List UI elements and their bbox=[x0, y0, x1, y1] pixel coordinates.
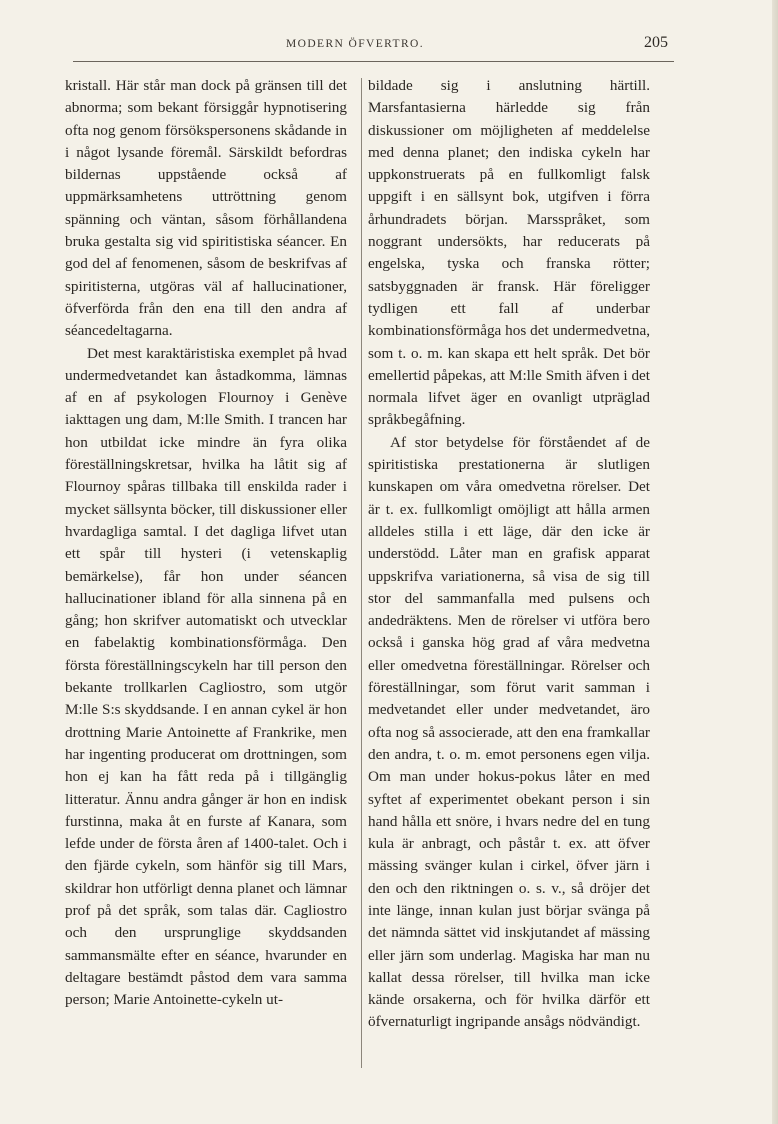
page-number: 205 bbox=[644, 34, 668, 51]
running-title: MODERN ÖFVERTRO. bbox=[286, 38, 424, 50]
left-column bbox=[65, 75, 347, 1011]
header-rule bbox=[73, 61, 674, 62]
right-column bbox=[368, 75, 650, 1034]
page-edge-shadow bbox=[772, 0, 778, 1124]
column-divider bbox=[361, 78, 362, 1068]
right-paragraph-1: bildade sig i anslutning härtill. Marsfantasierna härledde sig från diskussioner om möjligheten af meddelelse med denna planet; den indiska cykeln har uppkonstruerats på en fullkomligt falsk uppgift i en sällsynt bok, utgifven i förra århundradets början. Marsspråket, som noggrant undersökts, har reducerats på engelska, tyska och franska rötter; satsbyggnaden är fransk. Här föreligger tydligen ett fall af underbar kombinationsförmåga hos det undermedvetna, som t. o. m. kan skapa ett helt språk. Det bör emellertid påpekas, att M:lle Smith äfven i det normala lifvet äger en ovanligt utpräglad språkbegåfning. bbox=[368, 77, 650, 429]
right-paragraph-2: Af stor betydelse för förståendet af de spiritistiska prestationerna är slutligen kunskapen om våra omedvetna rörelser. Det är t. ex. fullkomligt omöjligt att hålla armen alldeles stilla i ett läge, där den icke är understödd. Låter man en grafisk apparat uppskrifva variationerna, så visa de sig till stor del sammanfalla med pulsens och andedräktens. Men de rörelser vi utföra bero också i ganska hög grad af våra medvetna eller omedvetna föreställningar. Rörelser och föreställningar, som förut varit samman i medvetandet eller under medvetandet, äro ofta nog så associerade, att den ena framkallar den andra, t. o. m. emot personens egen vilja. Om man under hokus-pokus låter en med syftet af experimentet obekant person i sin hand hålla ett snöre, i hvars nedre del en tung kula är anbragt, och påstår t. ex. att öfver mässing svänger kulan i cirkel, öfver järn i den och den riktningen o. s. v., så dröjer det inte länge, innan kulan just börjar svänga på det nämnda sättet vid inskjutandet af mässing eller järn som underlag. Magiska har man nu kallat dessa rörelser, till hvilka man icke kände orsakerna, och för hvilka därför ett öfvernaturligt ingripande ansågs nödvändigt. bbox=[368, 433, 650, 1031]
left-paragraph-2: Det mest karaktäristiska exemplet på hvad undermedvetandet kan åstadkomma, lämnas af en af psykologen Flournoy i Genève iakttagen ung dam, M:lle Smith. I trancen har hon utbildat icke mindre än fyra olika föreställningskretsar, hvilka ha låtit sig af Flournoy spåras tillbaka till enskilda rader i mycket sällsynta böcker, till diskussioner eller hvardagliga samtal. I det dagliga lifvet utan ett spår till hysteri (i vetenskaplig bemärkelse), får hon under séancen hallucinationer ibland för alla sinnena på en gång; hon skrifver automatiskt och utvecklar en fabelaktig kombinationsförmåga. Den första föreställningscykeln har till person den bekante trollkarlen Cagliostro, som utgör M:lle S:s skyddsande. I en annan cykel är hon drottning Marie Antoinette af Frankrike, men har ingenting producerat om drottningen, som hon ej kan ha fått reda på i tillgänglig litteratur. Ännu andra gånger är hon en indisk furstinna, maka åt en furste af Kanara, som lefde under de första åren af 1400-talet. Och i den fjärde cykeln, som hänför sig till Mars, skildrar hon utförligt denna planet och lämnar prof på det språk, som talas där. Cagliostro och den ursprunglige skyddsanden sammansmälte efter en séance, hvarunder en deltagare bestämdt påstod dem vara samma person; Marie Antoinette-cykeln ut- bbox=[65, 344, 347, 1009]
left-paragraph-1: kristall. Här står man dock på gränsen till det abnorma; som bekant försiggår hypnotisering ofta nog genom försökspersonens skådande in i något lysande föremål. Särskildt befordras bildernas uppstående också af uppmärksamhetens uttröttning genom spänning och väntan, såsom förhållandena bruka gestalta sig vid spiritistiska séancer. En god del af fenomenen, såsom de beskrifvas af spiritisterna, utgöras väl af hallucinationer, öfverförda från den ena till den andra af séancedeltagarna. bbox=[65, 77, 347, 340]
